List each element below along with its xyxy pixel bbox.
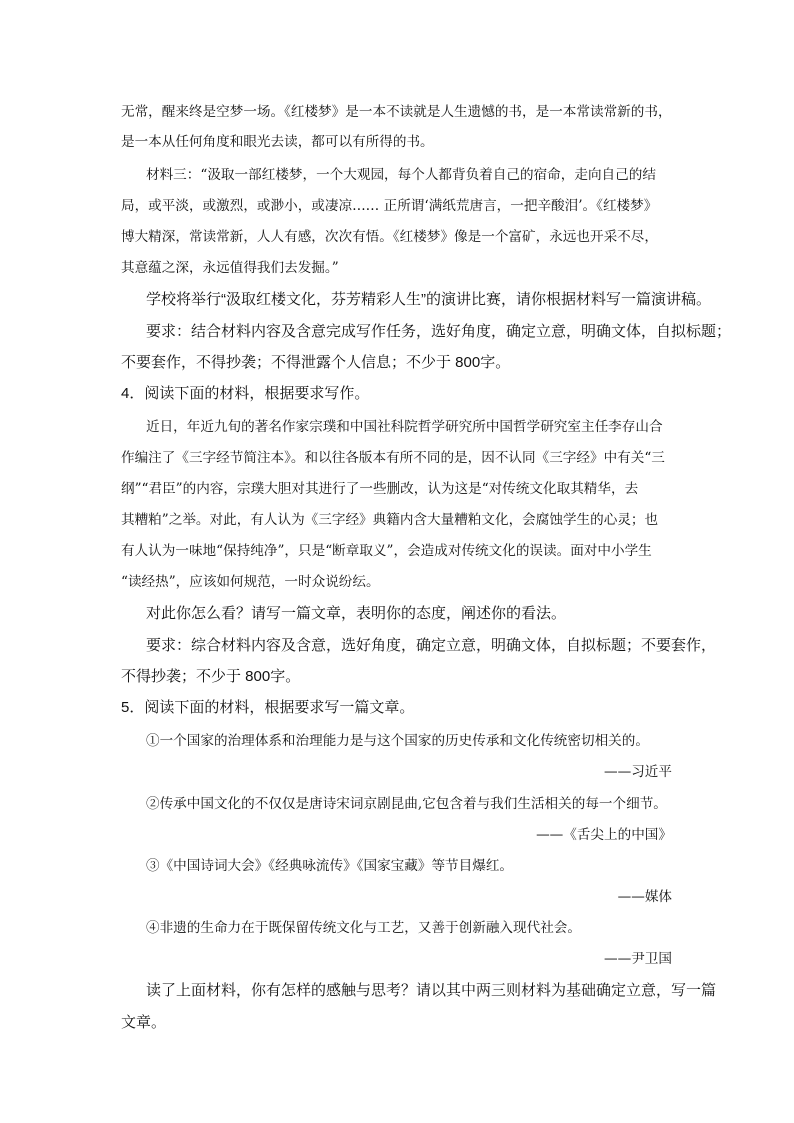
q5-item-4-source: ——尹卫国 <box>604 951 672 967</box>
q5-prompt-line-2: 文章。 <box>121 1014 167 1031</box>
material3-line-1: 材料三：“汲取一部红楼梦，一个大观园，每个人都背负着自己的宿命，走向自己的结 <box>146 167 656 183</box>
q4-prompt: 对此你怎么看？请写一篇文章，表明你的态度，阐述你的看法。 <box>146 605 567 622</box>
material3-line-3: 博大精深，常读常新，人人有感，次次有悟。《红楼梦》像是一个富矿，永远也开采不尽， <box>121 229 658 245</box>
material2-line-1: 无常，醒来终是空梦一场。《红楼梦》是一本不读就是人生遗憾的书，是一本常读常新的书， <box>121 104 672 120</box>
q5-item-3-source: ——媒体 <box>617 889 672 905</box>
q5-item-3: ③《中国诗词大会》《经典咏流传》《国家宝藏》等节目爆红。 <box>146 858 514 874</box>
q4-heading: 4．阅读下面的材料，根据要求写作。 <box>121 385 370 402</box>
q5-item-2: ②传承中国文化的不仅仅是唐诗宋词京剧昆曲,它包含着与我们生活相关的每一个细节。 <box>146 796 667 812</box>
q5-item-2-source: ——《舌尖上的中国》 <box>536 827 672 843</box>
q4-requirement-line-1: 要求：综合材料内容及含意，选好角度，确定立意，明确文体，自拟标题；不要套作， <box>146 637 717 654</box>
q3-requirement-line-1: 要求：结合材料内容及含意完成写作任务，选好角度，确定立意，明确文体，自拟标题； <box>146 323 732 340</box>
q3-requirement-line-2: 不要套作，不得抄袭；不得泄露个人信息；不少于 800字。 <box>121 354 511 371</box>
q5-item-4: ④非遗的生命力在于既保留传统文化与工艺，又善于创新融入现代社会。 <box>146 920 581 936</box>
q4-material-line-1: 近日，年近九旬的著名作家宗璞和中国社科院哲学研究所中国哲学研究室主任李存山合 <box>146 419 663 435</box>
q4-requirement-line-2: 不得抄袭；不少于 800字。 <box>121 668 301 685</box>
q4-material-line-3: 纲”“君臣”的内容，宗璞大胆对其进行了一些删改，认为这是“对传统文化取其精华，去 <box>121 481 639 497</box>
q4-material-line-4: 其糟粕”之举。对此，有人认为《三字经》典籍内含大量糟粕文化，会腐蚀学生的心灵；也 <box>121 512 659 528</box>
q4-material-line-6: “读经热”，应该如何规范，一时众说纷纭。 <box>121 574 380 590</box>
q5-item-1-source: ——习近平 <box>604 764 672 780</box>
q3-task: 学校将举行“汲取红楼文化，芬芳精彩人生”的演讲比赛，请你根据材料写一篇演讲稿。 <box>146 291 711 308</box>
material2-line-2: 是一本从任何角度和眼光去读，都可以有所得的书。 <box>121 134 434 150</box>
q5-prompt-line-1: 读了上面材料，你有怎样的感触与思考？请以其中两三则材料为基础确定立意，写一篇 <box>146 982 717 999</box>
q5-heading: 5．阅读下面的材料，根据要求写一篇文章。 <box>121 699 415 716</box>
material3-line-4: 其意蕴之深，永远值得我们去发掘。” <box>121 260 339 276</box>
q5-item-1: ①一个国家的治理体系和治理能力是与这个国家的历史传承和文化传统密切相关的。 <box>146 733 649 749</box>
q4-material-line-2: 作编注了《三字经节简注本》。和以往各版本有所不同的是，因不认同《三字经》中有关“三 <box>121 450 665 466</box>
material3-line-2: 局，或平淡，或激烈，或渺小，或凄凉…… 正所谓‘满纸荒唐言，一把辛酸泪’。《红楼梦》 <box>121 198 658 214</box>
q4-material-line-5: 有人认为一味地“保持纯净”，只是“断章取义”，会造成对传统文化的误读。面对中小学生 <box>121 543 652 559</box>
